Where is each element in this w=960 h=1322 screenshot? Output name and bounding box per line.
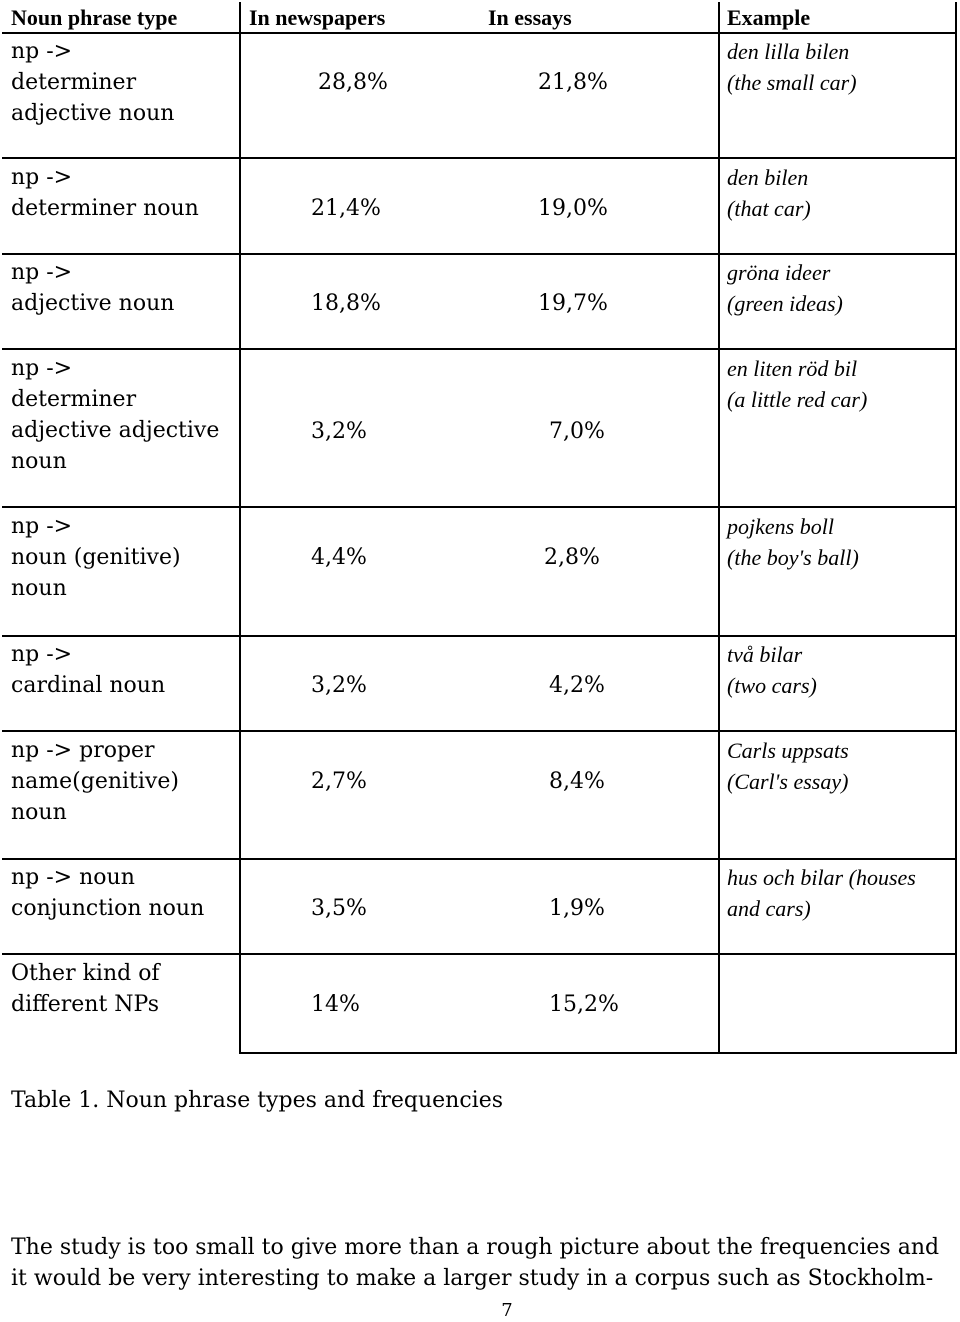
example-cell: den bilen (that car) [727,165,811,221]
example-cell: den lilla bilen (the small car) [727,39,857,95]
table-bottom-border [239,1052,957,1054]
np-type-cell: np -> noun (genitive) noun [11,514,181,601]
essays-percent: 15,2% [549,992,619,1017]
table-row [2,511,957,635]
header-noun-phrase-type: Noun phrase type [11,5,178,30]
np-type-cell: np -> noun conjunction noun [11,865,205,921]
example-cell: gröna ideer (green ideas) [727,260,843,316]
page-number: 7 [501,1300,513,1321]
np-type-cell: np -> adjective noun [11,260,175,316]
newspapers-percent: 2,7% [311,769,367,794]
newspapers-percent: 21,4% [311,196,381,221]
np-type-cell: np -> determiner noun [11,165,199,221]
essays-percent: 19,0% [538,196,608,221]
table-row [2,862,957,954]
example-cell: pojkens boll (the boy's ball) [727,514,859,570]
newspapers-percent: 3,2% [311,419,367,444]
example-cell: två bilar (two cars) [727,642,817,698]
newspapers-percent: 3,5% [311,896,367,921]
np-type-cell: Other kind of different NPs [11,961,160,1017]
essays-percent: 21,8% [538,70,608,95]
header-in-essays: In essays [488,5,572,30]
body-paragraph: The study is too small to give more than a rough picture about the frequencies and it would be very interesting to make a larger study in a corpus such as Stockholm- [11,1235,940,1291]
example-cell: hus och bilar (houses and cars) [727,865,916,921]
newspapers-percent: 18,8% [311,291,381,316]
header-in-newspapers: In newspapers [249,5,386,30]
table-row [2,36,957,156]
essays-percent: 2,8% [544,545,600,570]
header-example: Example [727,5,811,30]
np-type-cell: np -> determiner adjective noun [11,39,175,126]
table-caption: Table 1. Noun phrase types and frequencies [11,1088,504,1113]
newspapers-percent: 28,8% [318,70,388,95]
header-divider [2,32,957,34]
table-row [2,639,957,731]
row-divider [2,157,957,159]
newspapers-percent: 4,4% [311,545,367,570]
np-type-cell: np -> cardinal noun [11,642,166,698]
essays-percent: 4,2% [549,673,605,698]
example-cell: Carls uppsats (Carl's essay) [727,738,849,794]
essays-percent: 8,4% [549,769,605,794]
row-divider [2,635,957,637]
table-row [2,735,957,859]
essays-percent: 1,9% [549,896,605,921]
table-row [2,958,957,1052]
np-type-cell: np -> proper name(genitive) noun [11,738,179,825]
newspapers-percent: 14% [311,992,360,1017]
table-row [2,162,957,254]
essays-percent: 7,0% [549,419,605,444]
noun-phrase-table [2,2,957,1054]
table-row [2,257,957,349]
table-row [2,353,957,505]
row-divider [2,506,957,508]
example-cell: en liten röd bil (a little red car) [727,356,868,412]
np-type-cell: np -> determiner adjective adjective noun [11,356,220,474]
essays-percent: 19,7% [538,291,608,316]
newspapers-percent: 3,2% [311,673,367,698]
